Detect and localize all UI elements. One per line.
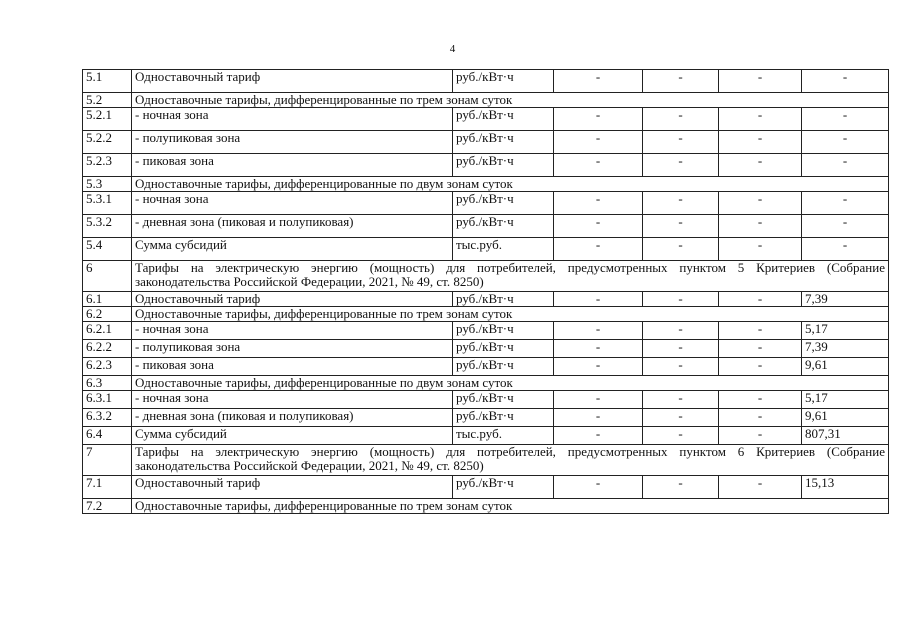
row-number-cell: 6.2.3	[83, 358, 132, 376]
table-row	[83, 322, 889, 340]
row-number-cell: 5.3.1	[83, 192, 132, 215]
table-row	[83, 427, 889, 445]
row-name-cell: Сумма субсидий	[132, 238, 453, 261]
value-cell-2: -	[643, 292, 719, 307]
value-cell-4: 9,61	[802, 358, 889, 376]
row-name-cell: - ночная зона	[132, 391, 453, 409]
value-cell-2: -	[643, 131, 719, 154]
value-cell-2: -	[643, 192, 719, 215]
value-cell-1: -	[554, 292, 643, 307]
row-number-cell: 6.2.1	[83, 322, 132, 340]
unit-cell: руб./кВт·ч	[453, 154, 554, 177]
value-cell-4: -	[802, 131, 889, 154]
tariff-table-body	[83, 70, 889, 514]
row-name-cell: - ночная зона	[132, 192, 453, 215]
value-cell-1: -	[554, 108, 643, 131]
value-cell-3: -	[719, 215, 802, 238]
section-title-cell: Тарифы на электрическую энергию (мощность) для потребителей, предусмотренных пунктом 5 Критериев (Собрание законодательства Российской Федерации, 2021, № 49, ст. 8250)	[132, 261, 889, 292]
value-cell-4: 15,13	[802, 476, 889, 499]
value-cell-4: 7,39	[802, 340, 889, 358]
table-row	[83, 391, 889, 409]
row-number-cell: 6.1	[83, 292, 132, 307]
row-number-cell: 6.2	[83, 307, 132, 322]
row-name-cell: - полупиковая зона	[132, 131, 453, 154]
table-row	[83, 292, 889, 307]
value-cell-1: -	[554, 391, 643, 409]
row-number-cell: 7	[83, 445, 132, 476]
value-cell-2: -	[643, 340, 719, 358]
section-row	[83, 445, 889, 476]
row-number-cell: 7.2	[83, 499, 132, 514]
value-cell-1: -	[554, 192, 643, 215]
value-cell-1: -	[554, 322, 643, 340]
value-cell-3: -	[719, 340, 802, 358]
value-cell-4: 5,17	[802, 391, 889, 409]
row-name-cell: Одноставочный тариф	[132, 70, 453, 93]
value-cell-1: -	[554, 476, 643, 499]
value-cell-4: -	[802, 238, 889, 261]
row-number-cell: 5.2.2	[83, 131, 132, 154]
table-row	[83, 238, 889, 261]
unit-cell: тыс.руб.	[453, 427, 554, 445]
value-cell-2: -	[643, 409, 719, 427]
section-row	[83, 376, 889, 391]
row-number-cell: 5.3	[83, 177, 132, 192]
row-name-cell: - пиковая зона	[132, 358, 453, 376]
unit-cell: руб./кВт·ч	[453, 131, 554, 154]
value-cell-2: -	[643, 108, 719, 131]
value-cell-2: -	[643, 154, 719, 177]
section-row	[83, 177, 889, 192]
section-title-cell: Одноставочные тарифы, дифференцированные по трем зонам суток	[132, 93, 889, 108]
table-row	[83, 215, 889, 238]
value-cell-1: -	[554, 358, 643, 376]
value-cell-4: 7,39	[802, 292, 889, 307]
row-number-cell: 5.3.2	[83, 215, 132, 238]
section-title-cell: Одноставочные тарифы, дифференцированные по трем зонам суток	[132, 499, 889, 514]
value-cell-2: -	[643, 427, 719, 445]
unit-cell: руб./кВт·ч	[453, 70, 554, 93]
tariff-table	[82, 69, 889, 514]
table-row	[83, 358, 889, 376]
value-cell-2: -	[643, 358, 719, 376]
unit-cell: руб./кВт·ч	[453, 391, 554, 409]
row-name-cell: - полупиковая зона	[132, 340, 453, 358]
row-number-cell: 5.2.3	[83, 154, 132, 177]
table-row	[83, 409, 889, 427]
row-name-cell: Одноставочный тариф	[132, 292, 453, 307]
value-cell-1: -	[554, 70, 643, 93]
value-cell-1: -	[554, 427, 643, 445]
row-name-cell: Сумма субсидий	[132, 427, 453, 445]
value-cell-3: -	[719, 322, 802, 340]
row-name-cell: - ночная зона	[132, 322, 453, 340]
value-cell-2: -	[643, 476, 719, 499]
row-number-cell: 5.1	[83, 70, 132, 93]
row-name-cell: - дневная зона (пиковая и полупиковая)	[132, 409, 453, 427]
value-cell-4: 807,31	[802, 427, 889, 445]
row-number-cell: 6.4	[83, 427, 132, 445]
row-name-cell: - дневная зона (пиковая и полупиковая)	[132, 215, 453, 238]
unit-cell: руб./кВт·ч	[453, 215, 554, 238]
unit-cell: руб./кВт·ч	[453, 340, 554, 358]
row-number-cell: 7.1	[83, 476, 132, 499]
value-cell-3: -	[719, 427, 802, 445]
row-number-cell: 5.4	[83, 238, 132, 261]
value-cell-2: -	[643, 391, 719, 409]
page-number: 4	[449, 43, 456, 55]
unit-cell: тыс.руб.	[453, 238, 554, 261]
value-cell-1: -	[554, 340, 643, 358]
row-name-cell: Одноставочный тариф	[132, 476, 453, 499]
value-cell-1: -	[554, 154, 643, 177]
row-number-cell: 6.3.2	[83, 409, 132, 427]
value-cell-2: -	[643, 70, 719, 93]
value-cell-4: -	[802, 70, 889, 93]
value-cell-2: -	[643, 238, 719, 261]
value-cell-3: -	[719, 476, 802, 499]
section-row	[83, 499, 889, 514]
row-number-cell: 6	[83, 261, 132, 292]
row-number-cell: 6.2.2	[83, 340, 132, 358]
value-cell-3: -	[719, 131, 802, 154]
section-title-cell: Тарифы на электрическую энергию (мощность) для потребителей, предусмотренных пунктом 6 Критериев (Собрание законодательства Российской Федерации, 2021, № 49, ст. 8250)	[132, 445, 889, 476]
row-number-cell: 6.3	[83, 376, 132, 391]
row-number-cell: 6.3.1	[83, 391, 132, 409]
value-cell-4: -	[802, 108, 889, 131]
value-cell-3: -	[719, 154, 802, 177]
value-cell-3: -	[719, 70, 802, 93]
value-cell-3: -	[719, 292, 802, 307]
value-cell-4: -	[802, 154, 889, 177]
value-cell-3: -	[719, 409, 802, 427]
row-number-cell: 5.2.1	[83, 108, 132, 131]
row-number-cell: 5.2	[83, 93, 132, 108]
row-name-cell: - пиковая зона	[132, 154, 453, 177]
table-row	[83, 131, 889, 154]
unit-cell: руб./кВт·ч	[453, 409, 554, 427]
value-cell-1: -	[554, 215, 643, 238]
section-title-cell: Одноставочные тарифы, дифференцированные по двум зонам суток	[132, 177, 889, 192]
unit-cell: руб./кВт·ч	[453, 358, 554, 376]
unit-cell: руб./кВт·ч	[453, 322, 554, 340]
table-row	[83, 476, 889, 499]
section-row	[83, 261, 889, 292]
unit-cell: руб./кВт·ч	[453, 476, 554, 499]
value-cell-2: -	[643, 322, 719, 340]
value-cell-4: 9,61	[802, 409, 889, 427]
value-cell-2: -	[643, 215, 719, 238]
row-name-cell: - ночная зона	[132, 108, 453, 131]
value-cell-4: 5,17	[802, 322, 889, 340]
value-cell-3: -	[719, 108, 802, 131]
section-row	[83, 93, 889, 108]
table-row	[83, 154, 889, 177]
unit-cell: руб./кВт·ч	[453, 292, 554, 307]
value-cell-3: -	[719, 192, 802, 215]
value-cell-1: -	[554, 238, 643, 261]
table-row	[83, 192, 889, 215]
value-cell-4: -	[802, 215, 889, 238]
unit-cell: руб./кВт·ч	[453, 192, 554, 215]
table-row	[83, 108, 889, 131]
value-cell-4: -	[802, 192, 889, 215]
value-cell-3: -	[719, 238, 802, 261]
value-cell-3: -	[719, 391, 802, 409]
value-cell-1: -	[554, 409, 643, 427]
table-row	[83, 340, 889, 358]
value-cell-3: -	[719, 358, 802, 376]
table-row	[83, 70, 889, 93]
value-cell-1: -	[554, 131, 643, 154]
section-title-cell: Одноставочные тарифы, дифференцированные по трем зонам суток	[132, 307, 889, 322]
section-row	[83, 307, 889, 322]
unit-cell: руб./кВт·ч	[453, 108, 554, 131]
section-title-cell: Одноставочные тарифы, дифференцированные по двум зонам суток	[132, 376, 889, 391]
